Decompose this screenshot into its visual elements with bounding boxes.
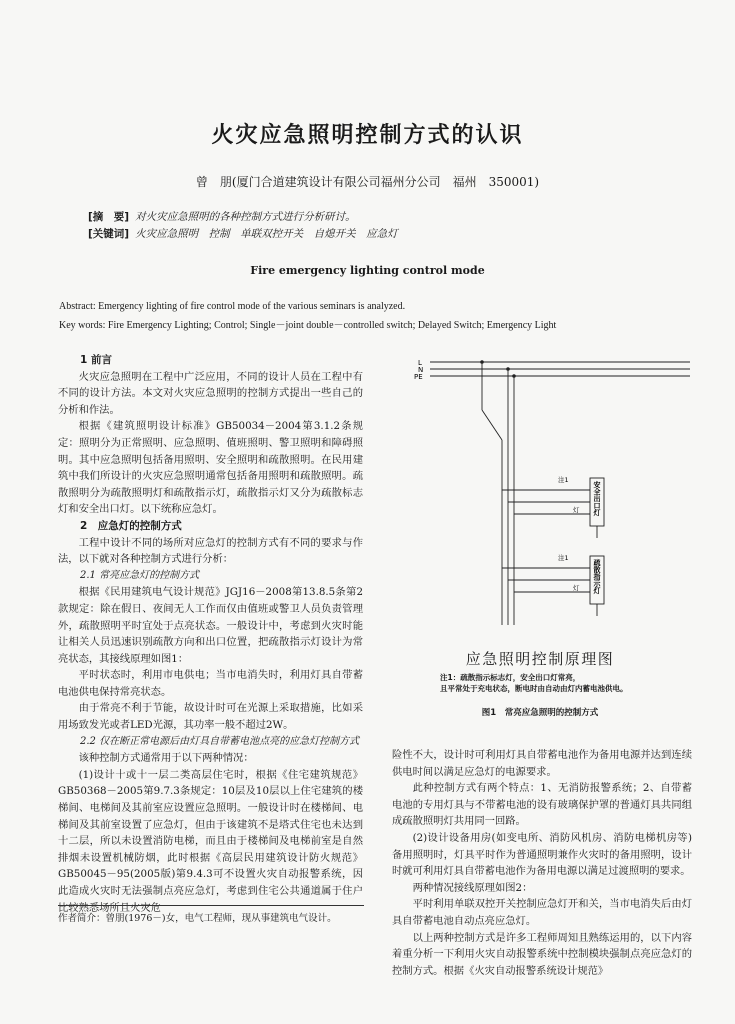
subsection-heading-2-1: 2.1 常亮应急灯的控制方式 xyxy=(80,569,200,581)
paragraph: 两种情况接线原理如图2： xyxy=(412,881,533,894)
wire-marker-2: 注1 xyxy=(558,554,569,562)
english-keywords-text: Key words: Fire Emergency Lighting; Control; Single－joint double－controlled switch; Delayed Switch; Emergency Light xyxy=(59,320,557,331)
section-heading-1: 1 前言 xyxy=(80,354,112,366)
author-line: 曾 朋(厦门合道建筑设计有限公司福州分公司 福州 350001) xyxy=(195,175,540,189)
breaker-switch xyxy=(482,410,502,440)
wire-label-pe: PE xyxy=(414,373,423,381)
paragraph: 根据《建筑照明设计标准》GB50034－2004第3.1.2条规定：照明分为正常照明、应急照明、值班照明、警卫照明和障碍照明。其中应急照明包括备用照明、安全照明和疏散照明。在民用建筑中我们所设计的火灾应急照明通常包括备用照明和疏散照明。疏散照明分为疏散照明灯和疏散指示灯，疏散指示灯又分为疏散标志灯和安全出口灯。以下统称应急灯。 xyxy=(58,420,363,516)
wire-label-n: N xyxy=(418,366,424,374)
abstract-label: [摘 要] xyxy=(88,211,130,223)
paragraph: 该种控制方式通常用于以下两种情况： xyxy=(78,752,254,765)
subsection-heading-2-2: 2.2 仅在断正常电源后由灯具自带蓄电池点亮的应急灯控制方式 xyxy=(80,735,360,747)
lamp-tag-1: 灯 xyxy=(573,506,580,514)
english-abstract-text: Abstract: Emergency lighting of fire control mode of the various seminars is analyzed. xyxy=(59,301,406,312)
chinese-abstract xyxy=(88,209,398,243)
paragraph: 平时利用单联双控开关控制应急灯开和关，当市电消失后由灯具自带蓄电池自动点亮应急灯。 xyxy=(392,898,692,927)
figure-caption: 图1 常亮应急照明的控制方式 xyxy=(481,708,599,718)
author-footnote: 作者简介：曾朋(1976－)女，电气工程师，现从事建筑电气设计。 xyxy=(58,913,337,924)
figure-note xyxy=(440,672,628,694)
wiring-diagram xyxy=(390,350,695,650)
figure-1 xyxy=(390,350,695,745)
wire-marker-1: 注1 xyxy=(558,476,569,484)
paragraph: 工程中设计不同的场所对应急灯的控制方式有不同的要求与作法，以下就对各种控制方式进行分析： xyxy=(58,536,363,566)
figure-note-line1: 注1：疏散指示标志灯，安全出口灯常亮， xyxy=(440,673,581,682)
figure-note-line2: 且平常处于充电状态，断电时由自动由灯内蓄电池供电。 xyxy=(440,684,628,693)
lamp-tag-2: 灯 xyxy=(573,584,580,592)
right-column xyxy=(392,747,692,979)
lamp2-label: 疏散指示灯 xyxy=(593,559,601,594)
keywords-label: [关键词] xyxy=(88,228,130,240)
figure-title: 应急照明控制原理图 xyxy=(465,650,615,668)
paragraph: 根据《民用建筑电气设计规范》JGJ16－2008第13.8.5条第2款规定：除在假日、夜间无人工作而仅由值班或警卫人员负责管理外，疏散照明平时宜处于点亮状态。一般设计中，考虑到火灾时能让相关人员迅速识别疏散方向和出口位置，把疏散指示灯设计为常亮状态，其接线原理如图1： xyxy=(58,586,363,665)
english-title: Fire emergency lighting control mode xyxy=(250,264,485,277)
left-column xyxy=(58,352,363,916)
wire-label-l: L xyxy=(418,359,422,367)
paragraph: 此种控制方式有两个特点：1、无消防报警系统；2、自带蓄电池的专用灯具与不带蓄电池的设有玻璃保护罩的普通灯具共同组成疏散照明灯共用同一回路。 xyxy=(392,782,692,828)
english-abstract xyxy=(59,297,699,335)
footnote-divider xyxy=(58,905,364,906)
article-title: 火灾应急照明控制方式的认识 xyxy=(211,123,524,148)
paragraph: 由于常亮不利于节能，故设计时可在光源上采取措施，比如采用场致发光或者LED光源，其功率一般不超过2W。 xyxy=(58,702,363,732)
lamp1-label: 安全出口灯 xyxy=(593,481,601,516)
paragraph: 平时状态时，利用市电供电；当市电消失时，利用灯具自带蓄电池供电保持常亮状态。 xyxy=(58,669,363,698)
abstract-text: 对火灾应急照明的各种控制方式进行分析研讨。 xyxy=(135,211,356,223)
paragraph: (2)设计设备用房(如变电所、消防风机房、消防电梯机房等)备用照明时，灯具平时作为普通照明兼作火灾时的备用照明，设计时就可利用灯具自带蓄电池作为备用电源以满足过渡照明的要求。 xyxy=(392,831,692,878)
paragraph: 以上两种控制方式是许多工程师周知且熟练运用的，以下内容着重分析一下利用火灾自动报警系统中控制模块强制点亮应急灯的控制方式。根据《火灾自动报警系统设计规范》 xyxy=(392,931,692,977)
paragraph: 火灾应急照明在工程中广泛应用，不同的设计人员在工程中有不同的设计方法。本文对火灾应急照明的控制方式提出一些自己的分析和作法。 xyxy=(58,370,363,416)
paragraph: 险性不大，设计时可利用灯具自带蓄电池作为备用电源并达到连续供电时间以满足应急灯的电源要求。 xyxy=(392,749,692,778)
section-heading-2: 2 应急灯的控制方式 xyxy=(80,519,182,532)
paragraph: (1)设计十或十一层二类高层住宅时，根据《住宅建筑规范》GB50368－2005第9.7.3条规定：10层及10层以上住宅建筑的楼梯间、电梯间及其前室应设置应急照明。一般设计时在楼梯间、电梯间及其前室设置了应急灯，但由于该建筑不是塔式住宅也未达到十二层，所以未设置消防电梯，而且由于楼梯间及电梯前室是自然排烟未设置机械防烟，此时根据《高层民用建筑设计防火规范》GB50045－95(2005版)第9.4.3可不设置火灾自动报警系统，因此造成火灾时无法强制点亮应急灯，考虑到住宅公共通道属于住户比较熟悉场所且火灾危 xyxy=(58,768,363,914)
keywords-text: 火灾应急照明 控制 单联双控开关 自熄开关 应急灯 xyxy=(135,228,398,240)
